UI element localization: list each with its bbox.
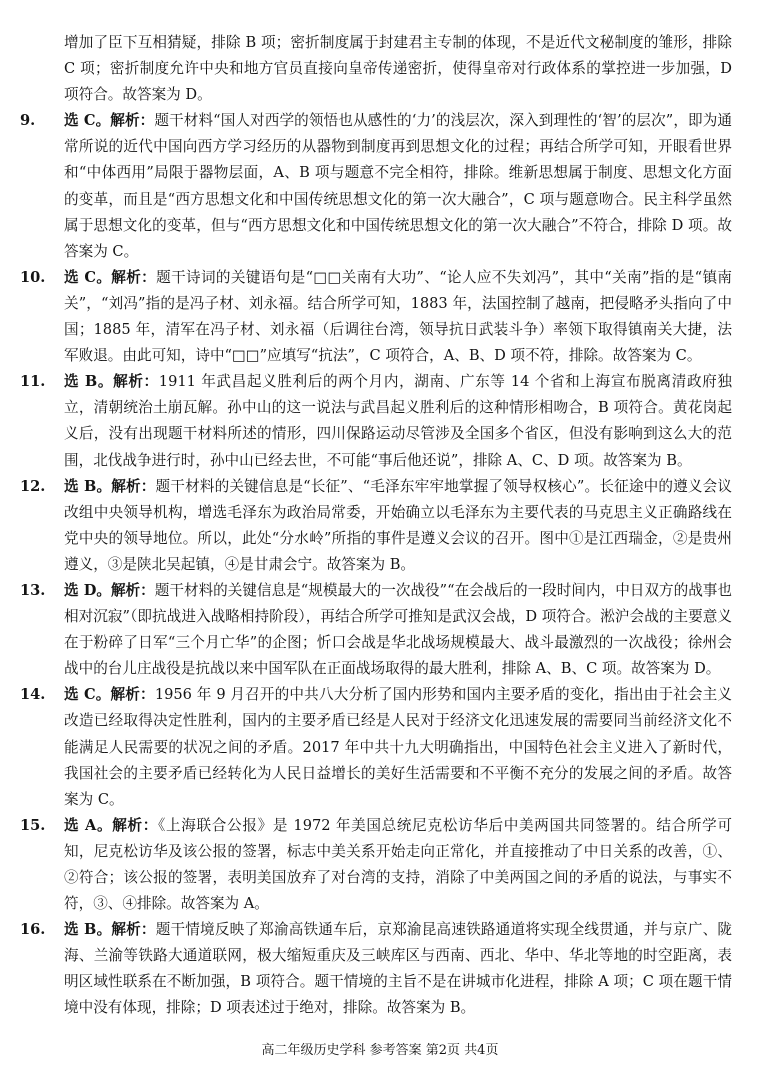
explanation-text: 题干材料的关键信息是“长征”、“毛泽东牢牢地掌握了领导权核心”。长征途中的遵义会议改组中央领导机构，增选毛泽东为政治局常委，开始确立以毛泽东为主要代表的马克思主义正确路线在党中央的领导地位。所以，此处“分水岭”所指的事件是遵义会议的召开。图中①是江西瑞金，②是贵州遵义，③是陕北吴起镇，④是甘肃会宁。故答案为 B。 <box>64 477 732 573</box>
explanation-text: 题干材料的关键信息是“规模最大的一次战役”“在会战后的一段时间内，中日双方的战事也相对沉寂”（即抗战进入战略相持阶段），再结合所学可推知是武汉会战，D 项符合。淞沪会战的主要意义在于粉碎了日军“三个月亡华”的企图；忻口会战是华北战场规模最大、战斗最激烈的一次战役；徐州会战中的台儿庄战役是抗战以来中国军队在正面战场取得的最大胜利，排除 A、B、C 项。故答案为 D。 <box>64 581 732 678</box>
answer-lead: 选 B。解析： <box>64 921 156 939</box>
continuation-paragraph: 增加了臣下互相猜疑，排除 B 项；密折制度属于封建君主专制的体现，不是近代文秘制度的雏形，排除 C 项；密折制度允许中央和地方官员直接向皇帝传递密折，使得皇帝对行政体系的掌控进一步加强，D 项符合。故答案为 D。 <box>64 34 732 104</box>
explanation-text: 题干材料“国人对西学的领悟也从感性的‘力’的浅层次，深入到理性的‘智’的层次”，即为通常所说的近代中国向西方学习经历的从器物到制度再到思想文化的过程；再结合所学可知，开眼看世界和“中体西用”局限于器物层面，A、B 项与题意不完全相符，排除。维新思想属于制度、思想文化方面的变革，而且是“西方思想文化和中国传统思想文化的第一次大融合”，C 项与题意吻合。民主科学虽然属于思想文化的变革，但与“西方思想文化和中国传统思想文化的第一次大融合”不符合，排除 D 项。故答案为 C。 <box>64 112 733 260</box>
answer-item-12 <box>20 474 732 578</box>
item-number: 12. <box>20 477 46 495</box>
explanation-text: 题干诗词的关键语句是“□□关南有大功”、“论人应不失刘冯”，其中“关南”指的是“镇南关”，“刘冯”指的是冯子材、刘永福。结合所学可知，1883 年，法国控制了越南，把侵略矛头指向了中国；1885 年，清军在冯子材、刘永福（后调往台湾，领导抗日武装斗争）率领下取得镇南关大捷，法军败退。由此可知，诗中“□□”应填写“抗法”，C 项符合，A、B、D 项不符，排除。故答案为 C。 <box>64 268 732 365</box>
answer-content <box>20 30 732 1022</box>
answer-item-10 <box>20 265 732 369</box>
item-number: 13. <box>20 581 46 599</box>
item-number: 9. <box>20 112 36 130</box>
answer-lead: 选 C。解析： <box>64 268 157 286</box>
answer-item-14 <box>20 682 732 812</box>
answer-lead: 选 A。解析： <box>64 816 159 834</box>
answer-item-9 <box>20 108 732 265</box>
answer-lead: 选 C。解析： <box>64 686 155 704</box>
answer-item-15 <box>20 813 732 917</box>
item-number: 14. <box>20 686 46 704</box>
answer-lead: 选 D。解析： <box>64 581 155 599</box>
page-footer: 高二年级历史学科 参考答案 第2页 共4页 <box>261 1043 499 1058</box>
answer-item-13 <box>20 578 732 682</box>
item-number: 15. <box>20 816 46 834</box>
explanation-text: 1956 年 9 月召开的中共八大分析了国内形势和国内主要矛盾的变化，指出由于社会主义改造已经取得决定性胜利，国内的主要矛盾已经是人民对于经济文化迅速发展的需要同当前经济文化不能满足人民需要的状况之间的矛盾。2017 年中共十九大明确指出，中国特色社会主义进入了新时代，我国社会的主要矛盾已经转化为人民日益增长的美好生活需要和不平衡不充分的发展之间的矛盾。故答案为 C。 <box>64 686 732 808</box>
item-number: 10. <box>20 268 46 286</box>
answer-item-16 <box>20 917 732 1021</box>
answer-item-11 <box>20 369 732 473</box>
explanation-text: 1911 年武昌起义胜利后的两个月内，湖南、广东等 14 个省和上海宣布脱离清政府独立，清朝统治土崩瓦解。孙中山的这一说法与武昌起义胜利后的这种情形相吻合，B 项符合。黄花岗起义后，没有出现题干材料所述的情形，四川保路运动尽管涉及全国多个省区，但没有影响到这么大的范围，北伐战争进行时，孙中山已经去世，不可能“事后他还说”，排除 A、C、D 项。故答案为 B。 <box>64 373 732 469</box>
item-number: 16. <box>20 921 46 939</box>
answer-lead: 选 B。解析： <box>64 477 156 495</box>
explanation-text: 题干情境反映了郑渝高铁通车后，京郑渝昆高速铁路通道将实现全线贯通，并与京广、陇海、兰渝等铁路大通道联网，极大缩短重庆及三峡库区与西南、西北、华中、华北等地的时空距离，表明区域性联系在不断加强，B 项符合。题干情境的主旨不是在讲城市化进程，排除 A 项；C 项在题干情境中没有体现，排除；D 项表述过于绝对，排除。故答案为 B。 <box>64 921 732 1017</box>
answer-lead: 选 B。解析： <box>64 373 159 391</box>
answer-lead: 选 C。解析： <box>64 112 155 130</box>
item-number: 11. <box>20 373 46 391</box>
explanation-text: 《上海联合公报》是 1972 年美国总统尼克松访华后中美两国共同签署的。结合所学可知，尼克松访华及该公报的签署，标志中美关系开始走向正常化，并直接推动了中日关系的改善，①、②符合；该公报的签署，表明美国放弃了对台湾的支持，消除了中美两国之间的矛盾的说法，与事实不符，③、④排除。故答案为 A。 <box>64 816 733 913</box>
